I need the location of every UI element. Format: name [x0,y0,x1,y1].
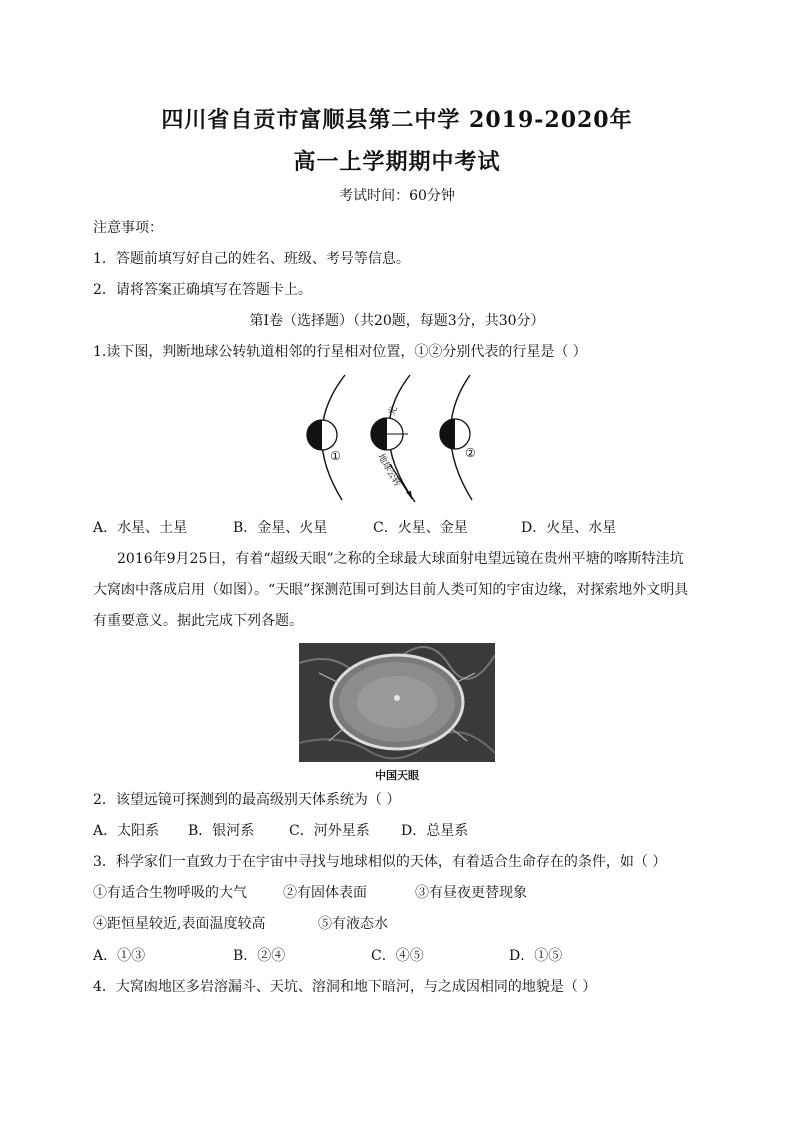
section-title: 第Ⅰ卷（选择题）（共20题，每题3分，共30分） [249,313,545,329]
q1-option-c: C．火星、金星 [373,520,468,536]
q2-stem: 2．该望远镜可探测到的最高级别天体系统为（ ） [93,792,401,808]
exam-title-line1: 四川省自贡市富顺县第二中学 2019-2020年 [161,107,633,133]
q1-stem: 1.读下图，判断地球公转轨道相邻的行星相对位置，①②分别代表的行星是（ ） [93,344,587,360]
fast-telescope-photo [299,643,495,762]
q1-option-a: A．水星、土星 [93,520,188,536]
q3-option-c: C．④⑤ [371,948,424,964]
q3-option-d: D．①⑤ [509,948,563,964]
q3-condition-1: ①有适合生物呼吸的大气 [93,885,247,901]
passage-line-3: 有重要意义。据此完成下列各题。 [93,613,303,629]
label-planet-1: ① [330,449,341,463]
q3-condition-4: ④距恒星较近,表面温度较高 [93,916,266,932]
q1-option-d: D．火星、水星 [521,520,617,536]
photo-caption: 中国天眼 [375,769,419,782]
earth-shade [371,418,387,450]
exam-title-line2: 高一上学期期中考试 [293,149,501,175]
q3-stem: 3．科学家们一直致力于在宇宙中寻找与地球相似的天体，有着适合生命存在的条件，如（ ） [93,854,667,870]
q2-option-d: D．总星系 [401,823,469,839]
passage-line-2: 大窝凼中落成启用（如图）。“天眼”探测范围可到达目前人类可知的宇宙边缘，对探索地外文明具 [93,582,689,598]
q2-option-a: A．太阳系 [93,823,160,839]
q3-condition-2: ②有固体表面 [283,885,367,901]
q2-option-c: C．河外星系 [289,823,370,839]
passage-line-1: 2016年9月25日，有着“超级天眼”之称的全球最大球面射电望远镜在贵州平塘的喀斯特洼坑 [117,551,684,567]
q4-stem: 4．大窝凼地区多岩溶漏斗、天坑、溶洞和地下暗河，与之成因相同的地貌是（ ） [93,979,597,995]
label-planet-2: ② [465,446,476,460]
planet-1-shade [307,420,322,450]
arrowhead-icon [406,491,412,499]
q1-option-b: B．金星、火星 [233,520,328,536]
exam-time: 考试时间：60分钟 [339,188,455,204]
label-sun-light: 光 [387,405,400,418]
q3-option-b: B．②④ [233,948,286,964]
planet-orbit-diagram [290,372,510,507]
q2-option-b: B．银河系 [188,823,255,839]
q3-option-a: A．①③ [93,948,146,964]
note-item-2: 2．请将答案正确填写在答题卡上。 [93,282,312,298]
q3-condition-3: ③有昼夜更替现象 [415,885,527,901]
label-earth-orbit: 地球公转 [375,452,403,489]
note-item-1: 1．答题前填写好自己的姓名、班级、考号等信息。 [93,251,410,267]
q3-condition-5: ⑤有液态水 [318,916,388,932]
notes-heading: 注意事项： [93,220,163,236]
planet-2-shade [440,419,455,449]
